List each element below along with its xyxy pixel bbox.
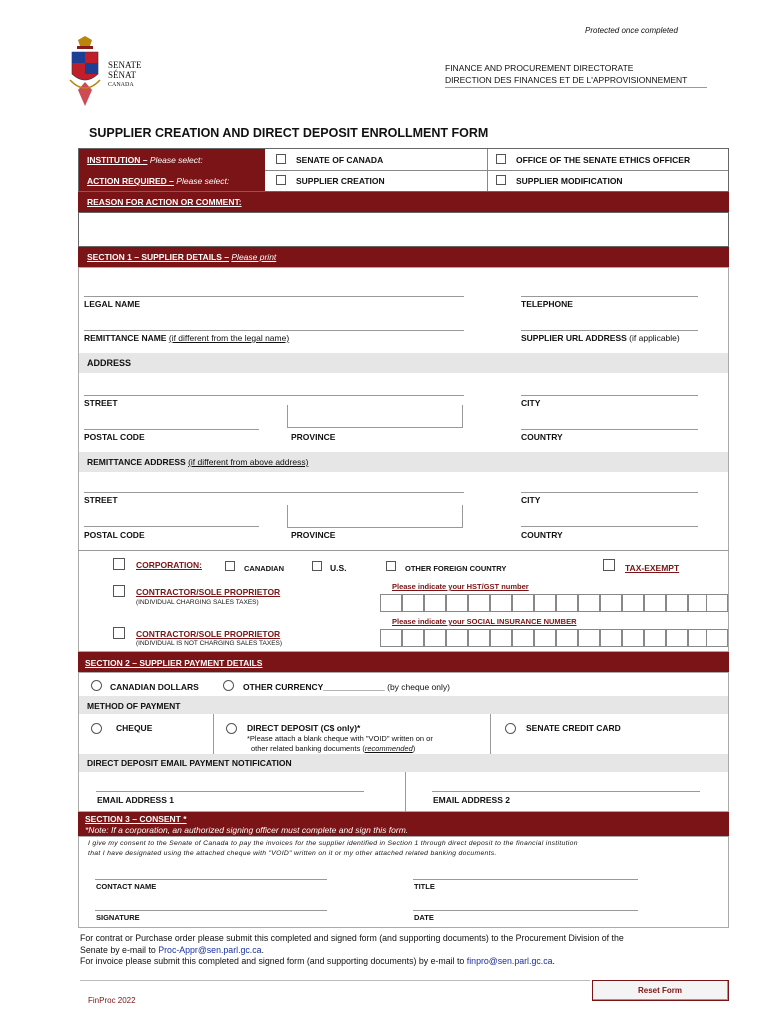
tax-exempt-checkbox[interactable] bbox=[603, 559, 615, 571]
province-input[interactable] bbox=[287, 427, 463, 428]
legal-name-input[interactable] bbox=[84, 296, 464, 297]
contractor-no-taxes-checkbox[interactable] bbox=[113, 627, 125, 639]
title-input[interactable] bbox=[413, 879, 638, 880]
canadian-checkbox[interactable] bbox=[225, 561, 235, 571]
sin-digit[interactable] bbox=[600, 629, 622, 647]
senate-logo bbox=[68, 36, 102, 108]
sin-digit[interactable] bbox=[490, 629, 512, 647]
hst-digit[interactable] bbox=[534, 594, 556, 612]
postal-code-input[interactable] bbox=[84, 429, 259, 430]
reason-input[interactable] bbox=[78, 212, 729, 247]
sin-prompt: Please indicate your SOCIAL INSURANCE NUMBER bbox=[392, 617, 577, 626]
reset-form-button[interactable] bbox=[592, 980, 729, 1001]
remit-street-label: STREET bbox=[84, 495, 118, 505]
method-divider bbox=[213, 714, 214, 754]
cheque-radio[interactable] bbox=[91, 723, 102, 734]
email2-input[interactable] bbox=[432, 791, 700, 792]
ethics-officer-checkbox[interactable] bbox=[496, 154, 506, 164]
credit-card-label: SENATE CREDIT CARD bbox=[526, 723, 621, 733]
footer-divider bbox=[80, 980, 590, 981]
logo-senate: SENATE bbox=[108, 60, 142, 70]
date-label: DATE bbox=[414, 913, 434, 922]
hst-digit[interactable] bbox=[578, 594, 600, 612]
city-input[interactable] bbox=[521, 395, 698, 396]
country-label: COUNTRY bbox=[521, 432, 563, 442]
street-input[interactable] bbox=[84, 395, 464, 396]
instruction-line2: Senate by e-mail to Proc-Appr@sen.parl.gc.ca. bbox=[80, 944, 264, 955]
remit-city-input[interactable] bbox=[521, 492, 698, 493]
tax-exempt-label: TAX-EXEMPT bbox=[625, 563, 680, 573]
proc-email-link[interactable]: Proc-Appr@sen.parl.gc.ca bbox=[158, 944, 262, 955]
action-label: ACTION REQUIRED – Please select: bbox=[87, 176, 230, 186]
dd-note-line1: *Please attach a blank cheque with "VOID" written on or bbox=[247, 734, 433, 743]
hst-digit[interactable] bbox=[644, 594, 666, 612]
supplier-creation-label: SUPPLIER CREATION bbox=[296, 176, 385, 186]
signature-input[interactable] bbox=[95, 910, 327, 911]
senate-of-canada-checkbox[interactable] bbox=[276, 154, 286, 164]
us-label: U.S. bbox=[330, 563, 347, 573]
header-divider bbox=[445, 87, 707, 88]
instruction-line1: For contrat or Purchase order please submit this completed and signed form (and supporting documents) to the Procurement Division of the bbox=[80, 933, 624, 943]
directorate-block bbox=[445, 62, 687, 86]
email1-input[interactable] bbox=[96, 791, 364, 792]
hst-digit[interactable] bbox=[512, 594, 534, 612]
contractor-no-taxes-label: CONTRACTOR/SOLE PROPRIETOR bbox=[136, 629, 281, 639]
section2-title: SECTION 2 – SUPPLIER PAYMENT DETAILS bbox=[85, 658, 263, 668]
sin-digit[interactable] bbox=[424, 629, 446, 647]
sin-digit[interactable] bbox=[446, 629, 468, 647]
sin-digit[interactable] bbox=[644, 629, 666, 647]
postal-code-label: POSTAL CODE bbox=[84, 432, 145, 442]
method-divider-2 bbox=[490, 714, 491, 754]
direct-deposit-radio[interactable] bbox=[226, 723, 237, 734]
date-input[interactable] bbox=[413, 910, 638, 911]
contractor-taxes-note: (INDIVIDUAL CHARGING SALES TAXES) bbox=[136, 599, 259, 606]
other-foreign-label: OTHER FOREIGN COUNTRY bbox=[405, 564, 507, 573]
legal-name-label: LEGAL NAME bbox=[84, 299, 141, 309]
institution-label: INSTITUTION – Please select: bbox=[87, 155, 203, 165]
hst-digit[interactable] bbox=[490, 594, 512, 612]
hst-digit[interactable] bbox=[556, 594, 578, 612]
email-notif-label: DIRECT DEPOSIT EMAIL PAYMENT NOTIFICATION bbox=[87, 758, 292, 768]
supplier-creation-checkbox[interactable] bbox=[276, 175, 286, 185]
contact-name-input[interactable] bbox=[95, 879, 327, 880]
logo-senat: SÉNAT bbox=[108, 70, 137, 80]
section3-bar bbox=[78, 812, 729, 836]
credit-card-radio[interactable] bbox=[505, 723, 516, 734]
section3-note: *Note: If a corporation, an authorized signing officer must complete and sign this form. bbox=[85, 825, 409, 835]
remittance-address-label: REMITTANCE ADDRESS (if different from above address) bbox=[87, 457, 309, 467]
sin-digit[interactable] bbox=[556, 629, 578, 647]
other-currency-radio[interactable] bbox=[223, 680, 234, 691]
province-input-edge bbox=[287, 405, 288, 427]
sin-digit[interactable] bbox=[380, 629, 402, 647]
supplier-modification-label: SUPPLIER MODIFICATION bbox=[516, 176, 623, 186]
other-currency-label: OTHER CURRENCY_____________ (by cheque only) bbox=[243, 682, 450, 692]
hst-digit[interactable] bbox=[424, 594, 446, 612]
method-label: METHOD OF PAYMENT bbox=[87, 701, 181, 711]
hst-digit[interactable] bbox=[468, 594, 490, 612]
hst-digit[interactable] bbox=[622, 594, 644, 612]
protected-note: Protected once completed bbox=[585, 26, 678, 35]
email1-label: EMAIL ADDRESS 1 bbox=[97, 795, 174, 805]
us-checkbox[interactable] bbox=[312, 561, 322, 571]
canadian-label: CANADIAN bbox=[244, 564, 284, 573]
address-label: ADDRESS bbox=[87, 358, 132, 368]
hst-prompt: Please indicate your HST/GST number bbox=[392, 582, 529, 591]
ethics-officer-label: OFFICE OF THE SENATE ETHICS OFFICER bbox=[516, 155, 691, 165]
directorate-en: FINANCE AND PROCUREMENT DIRECTORATE bbox=[445, 63, 634, 73]
hst-digit[interactable] bbox=[402, 594, 424, 612]
cad-radio[interactable] bbox=[91, 680, 102, 691]
sin-digit[interactable] bbox=[666, 629, 688, 647]
directorate-fr: DIRECTION DES FINANCES ET DE L'APPROVISIONNEMENT bbox=[445, 75, 688, 85]
hst-digit[interactable] bbox=[666, 594, 688, 612]
method-bar bbox=[79, 696, 728, 714]
submission-instructions bbox=[80, 933, 624, 968]
sin-digit[interactable] bbox=[622, 629, 644, 647]
remit-street-input[interactable] bbox=[84, 492, 464, 493]
form-id: FinProc 2022 bbox=[88, 996, 136, 1005]
sin-digit[interactable] bbox=[468, 629, 490, 647]
remit-province-input[interactable] bbox=[287, 527, 463, 528]
cheque-label: CHEQUE bbox=[116, 723, 153, 733]
supplier-url-input[interactable] bbox=[521, 330, 698, 331]
sin-digit[interactable] bbox=[402, 629, 424, 647]
sin-digit[interactable] bbox=[512, 629, 534, 647]
remit-postal-code-input[interactable] bbox=[84, 526, 259, 527]
reset-form-label: Reset Form bbox=[638, 986, 683, 995]
action-label-cell bbox=[79, 170, 265, 191]
remittance-name-label: REMITTANCE NAME (if different from the legal name) bbox=[84, 333, 290, 343]
remit-province-label: PROVINCE bbox=[291, 530, 336, 540]
email-notif-bar bbox=[79, 754, 728, 772]
corporation-checkbox[interactable] bbox=[113, 558, 125, 570]
hst-digit[interactable] bbox=[706, 594, 728, 612]
cad-label: CANADIAN DOLLARS bbox=[110, 682, 199, 692]
supplier-type-divider bbox=[78, 550, 729, 551]
hst-digit[interactable] bbox=[446, 594, 468, 612]
section1-bar bbox=[78, 247, 729, 267]
remittance-address-bar bbox=[79, 452, 728, 472]
remit-country-label: COUNTRY bbox=[521, 530, 563, 540]
hst-digit[interactable] bbox=[380, 594, 402, 612]
province-label: PROVINCE bbox=[291, 432, 336, 442]
section3-title: SECTION 3 – CONSENT * bbox=[85, 814, 187, 824]
dd-note-line2: other related banking documents (recommended) bbox=[251, 744, 416, 753]
supplier-modification-checkbox[interactable] bbox=[496, 175, 506, 185]
contact-name-label: CONTACT NAME bbox=[96, 882, 157, 891]
corporation-label: CORPORATION: bbox=[136, 560, 202, 570]
other-foreign-checkbox[interactable] bbox=[386, 561, 396, 571]
remit-province-edge-right bbox=[462, 505, 463, 527]
form-title: SUPPLIER CREATION AND DIRECT DEPOSIT ENROLLMENT FORM bbox=[89, 126, 489, 140]
telephone-label: TELEPHONE bbox=[521, 299, 573, 309]
senate-of-canada-label: SENATE OF CANADA bbox=[296, 155, 384, 165]
contractor-no-taxes-note: (INDIVIDUAL IS NOT CHARGING SALES TAXES) bbox=[136, 640, 283, 647]
title-label: TITLE bbox=[414, 882, 435, 891]
telephone-input[interactable] bbox=[521, 296, 698, 297]
institution-label-cell bbox=[79, 149, 265, 170]
country-input[interactable] bbox=[521, 429, 698, 430]
remittance-name-input[interactable] bbox=[84, 330, 464, 331]
senate-crest-icon bbox=[68, 36, 102, 108]
province-input-edge-right bbox=[462, 405, 463, 427]
contractor-taxes-checkbox[interactable] bbox=[113, 585, 125, 597]
reason-bar bbox=[78, 192, 729, 212]
sin-digit[interactable] bbox=[534, 629, 556, 647]
logo-canada: CANADA bbox=[108, 82, 134, 88]
reason-label: REASON FOR ACTION OR COMMENT: bbox=[87, 197, 242, 207]
section1-title: SECTION 1 – SUPPLIER DETAILS – Please print bbox=[87, 252, 277, 262]
supplier-url-label: SUPPLIER URL ADDRESS (if applicable) bbox=[521, 333, 680, 343]
instruction-line3: For invoice please submit this completed and signed form (and supporting documents) by e-mail to finpro@sen.parl.gc.ca. bbox=[80, 956, 555, 966]
remit-country-input[interactable] bbox=[521, 526, 698, 527]
contractor-taxes-label: CONTRACTOR/SOLE PROPRIETOR bbox=[136, 587, 281, 597]
remit-province-edge bbox=[287, 505, 288, 527]
remit-city-label: CITY bbox=[521, 495, 541, 505]
city-label: CITY bbox=[521, 398, 541, 408]
consent-line2: that I have designated using the attached cheque with "VOID" written on it or my other attached related banking documents. bbox=[88, 850, 497, 857]
email-divider bbox=[405, 772, 406, 812]
email2-label: EMAIL ADDRESS 2 bbox=[433, 795, 510, 805]
sin-digit[interactable] bbox=[706, 629, 728, 647]
consent-line1: I give my consent to the Senate of Canada to pay the invoices for the supplier identified in Section 1 through direct deposit to the financial institution bbox=[88, 840, 578, 847]
grid-row-divider bbox=[265, 170, 728, 171]
direct-deposit-label: DIRECT DEPOSIT (C$ only)* bbox=[247, 723, 361, 733]
section2-bar bbox=[78, 652, 729, 672]
logo-wordmark bbox=[108, 60, 142, 90]
remit-postal-code-label: POSTAL CODE bbox=[84, 530, 145, 540]
sin-digit[interactable] bbox=[578, 629, 600, 647]
address-bar bbox=[79, 353, 728, 373]
finpro-email-link[interactable]: finpro@sen.parl.gc.ca bbox=[466, 956, 553, 966]
signature-label: SIGNATURE bbox=[96, 913, 140, 922]
street-label: STREET bbox=[84, 398, 118, 408]
hst-digit[interactable] bbox=[600, 594, 622, 612]
